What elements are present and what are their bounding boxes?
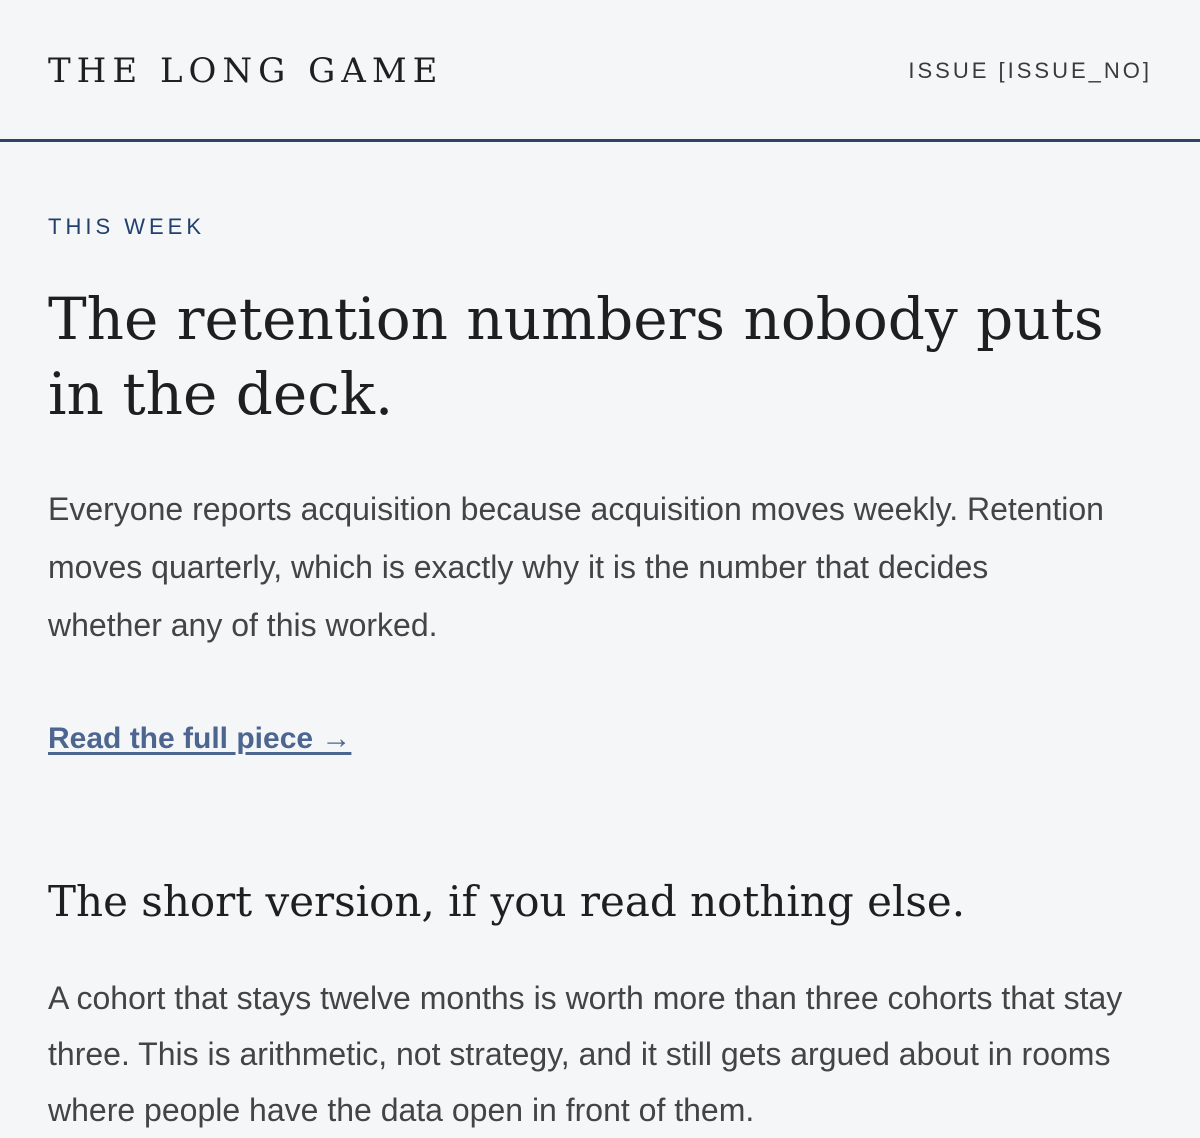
- feature-lede: Everyone reports acquisition because acquisition moves weekly. Retention moves quarterly, which is exactly why it is the number that decides whether any of this worked.: [48, 491, 1104, 643]
- masthead-title: THE LONG GAME: [48, 50, 444, 91]
- summary-heading: The short version, if you read nothing else.: [48, 877, 966, 926]
- feature-section: [48, 212, 1152, 756]
- summary-section: [48, 874, 1152, 1138]
- read-full-piece-link[interactable]: Read the full piece →: [48, 722, 352, 755]
- newsletter-header: [0, 0, 1200, 142]
- issue-number: ISSUE [ISSUE_NO]: [908, 57, 1152, 83]
- feature-headline: The retention numbers nobody puts in the deck.: [48, 285, 1104, 428]
- summary-body: A cohort that stays twelve months is worth more than three cohorts that stay three. This is arithmetic, not strategy, and it still gets argued about in rooms where people have the data open in front of them.: [48, 980, 1123, 1128]
- newsletter-content: [0, 142, 1200, 1138]
- section-kicker: THIS WEEK: [48, 214, 206, 239]
